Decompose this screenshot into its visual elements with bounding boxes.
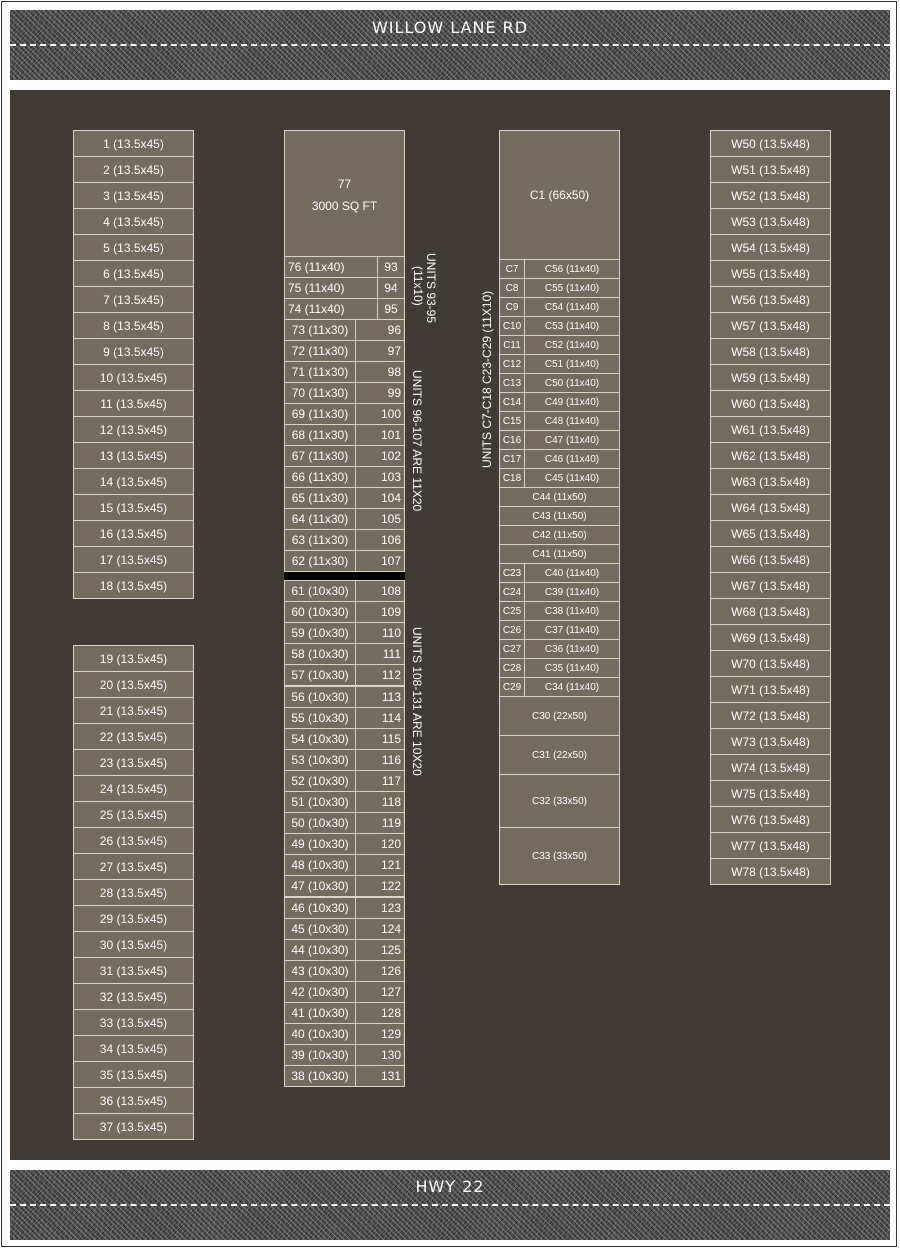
unit-cell[interactable]: 65 (11x30) — [284, 487, 356, 509]
unit-cell[interactable]: 100 — [355, 403, 405, 425]
unit-cell[interactable]: 97 — [355, 340, 405, 362]
unit-cell[interactable]: C41 (11x50) — [499, 544, 620, 564]
unit-cell[interactable]: W53 (13.5x48) — [710, 208, 831, 235]
note-units-108-131: UNITS 108-131 ARE 10X20 — [410, 627, 424, 776]
unit-cell[interactable]: 9 (13.5x45) — [73, 338, 194, 365]
unit-cell[interactable]: C43 (11x50) — [499, 506, 620, 526]
unit-cell[interactable]: 40 (10x30) — [284, 1023, 356, 1045]
unit-cell[interactable]: 110 — [355, 622, 405, 644]
unit-cell[interactable]: C45 (11x40) — [524, 468, 620, 488]
unit-cell[interactable]: 27 (13.5x45) — [73, 853, 194, 880]
unit-cell[interactable]: 50 (10x30) — [284, 812, 356, 834]
unit-cell[interactable]: 62 (11x30) — [284, 550, 356, 572]
unit-cell[interactable]: 129 — [355, 1023, 405, 1045]
road-center-line — [10, 1204, 890, 1206]
unit-cell[interactable]: C27 — [499, 639, 525, 659]
unit-cell[interactable]: 39 (10x30) — [284, 1044, 356, 1066]
unit-cell[interactable]: 13 (13.5x45) — [73, 442, 194, 469]
note-units-93-95-size: (11x10) — [411, 266, 425, 306]
unit-cell[interactable]: C10 — [499, 316, 525, 336]
unit-cell[interactable]: 29 (13.5x45) — [73, 905, 194, 932]
unit-cell[interactable]: C31 (22x50) — [499, 735, 620, 775]
unit-cell[interactable]: W69 (13.5x48) — [710, 624, 831, 651]
unit-cell[interactable]: W77 (13.5x48) — [710, 832, 831, 859]
unit-cell[interactable]: 118 — [355, 791, 405, 813]
unit-cell[interactable]: 35 (13.5x45) — [73, 1061, 194, 1088]
unit-cell[interactable]: C32 (33x50) — [499, 774, 620, 828]
unit-cell[interactable]: C50 (11x40) — [524, 373, 620, 393]
unit-cell[interactable]: W65 (13.5x48) — [710, 520, 831, 547]
unit-cell[interactable]: 44 (10x30) — [284, 939, 356, 961]
unit-77[interactable] — [284, 130, 405, 260]
unit-cell[interactable]: W74 (13.5x48) — [710, 754, 831, 781]
unit-cell[interactable]: 6 (13.5x45) — [73, 260, 194, 287]
unit-cell[interactable]: 58 (10x30) — [284, 643, 356, 665]
unit-cell[interactable]: 14 (13.5x45) — [73, 468, 194, 495]
unit-cell[interactable]: 41 (10x30) — [284, 1002, 356, 1024]
unit-cell[interactable]: 20 (13.5x45) — [73, 671, 194, 698]
unit-cell[interactable]: C25 — [499, 601, 525, 621]
unit-cell[interactable]: 124 — [355, 918, 405, 940]
unit-cell[interactable]: 73 (11x30) — [284, 319, 356, 341]
unit-cell[interactable]: 67 (11x30) — [284, 445, 356, 467]
unit-cell[interactable]: W62 (13.5x48) — [710, 442, 831, 469]
unit-cell[interactable]: 38 (10x30) — [284, 1065, 356, 1087]
unit-cell[interactable]: C11 — [499, 335, 525, 355]
unit-cell[interactable]: W68 (13.5x48) — [710, 598, 831, 625]
unit-cell[interactable]: W70 (13.5x48) — [710, 650, 831, 677]
unit-cell[interactable]: C18 — [499, 468, 525, 488]
unit-cell[interactable]: 98 — [355, 361, 405, 383]
unit-cell[interactable]: C42 (11x50) — [499, 525, 620, 545]
unit-cell[interactable]: 5 (13.5x45) — [73, 234, 194, 261]
divider-wall — [284, 572, 405, 580]
unit-cell[interactable]: 125 — [355, 939, 405, 961]
unit-cell[interactable]: C24 — [499, 582, 525, 602]
unit-cell[interactable]: 130 — [355, 1044, 405, 1066]
unit-cell[interactable]: C16 — [499, 430, 525, 450]
unit-cell[interactable]: 2 (13.5x45) — [73, 156, 194, 183]
unit-cell[interactable]: W55 (13.5x48) — [710, 260, 831, 287]
unit-77-area: 3000 SQ FT — [311, 199, 378, 213]
note-units-96-107: UNITS 96-107 ARE 11X20 — [410, 370, 424, 512]
unit-cell[interactable]: 10 (13.5x45) — [73, 364, 194, 391]
unit-cell[interactable]: 23 (13.5x45) — [73, 749, 194, 776]
note-units-93-95: UNITS 93-95 — [424, 253, 438, 324]
unit-cell[interactable]: W66 (13.5x48) — [710, 546, 831, 573]
unit-cell[interactable]: 104 — [355, 487, 405, 509]
unit-cell[interactable]: 116 — [355, 749, 405, 771]
unit-cell[interactable]: W73 (13.5x48) — [710, 728, 831, 755]
unit-cell[interactable]: 127 — [355, 981, 405, 1003]
unit-cell[interactable]: C49 (11x40) — [524, 392, 620, 412]
unit-cell[interactable]: C55 (11x40) — [524, 278, 620, 298]
unit-cell[interactable]: 32 (13.5x45) — [73, 983, 194, 1010]
unit-cell[interactable]: W64 (13.5x48) — [710, 494, 831, 521]
unit-cell[interactable]: C46 (11x40) — [524, 449, 620, 469]
unit-cell[interactable]: C29 — [499, 677, 525, 697]
unit-cell[interactable]: 68 (11x30) — [284, 424, 356, 446]
unit-cell[interactable]: 1 (13.5x45) — [73, 130, 194, 157]
unit-cell[interactable]: 28 (13.5x45) — [73, 879, 194, 906]
unit-cell[interactable]: W63 (13.5x48) — [710, 468, 831, 495]
unit-cell[interactable]: 105 — [355, 508, 405, 530]
unit-cell[interactable]: 55 (10x30) — [284, 707, 356, 729]
unit-cell[interactable]: 74 (11x40) — [284, 298, 378, 320]
unit-cell[interactable]: C34 (11x40) — [524, 677, 620, 697]
unit-cell[interactable]: 42 (10x30) — [284, 981, 356, 1003]
unit-cell[interactable]: W75 (13.5x48) — [710, 780, 831, 807]
unit-cell[interactable]: C14 — [499, 392, 525, 412]
unit-cell[interactable]: 21 (13.5x45) — [73, 697, 194, 724]
unit-cell[interactable]: 61 (10x30) — [284, 580, 356, 602]
unit-cell[interactable]: 66 (11x30) — [284, 466, 356, 488]
unit-cell[interactable]: W67 (13.5x48) — [710, 572, 831, 599]
unit-cell[interactable]: 49 (10x30) — [284, 833, 356, 855]
unit-cell[interactable]: W72 (13.5x48) — [710, 702, 831, 729]
unit-cell[interactable]: 63 (11x30) — [284, 529, 356, 551]
unit-cell[interactable]: 15 (13.5x45) — [73, 494, 194, 521]
unit-cell[interactable]: 114 — [355, 707, 405, 729]
unit-cell[interactable]: 95 — [377, 298, 405, 320]
unit-cell[interactable]: C36 (11x40) — [524, 639, 620, 659]
unit-cell[interactable]: 93 — [377, 256, 405, 278]
note-units-c-small: UNITS C7-C18 C23-C29 (11X10) — [480, 290, 494, 468]
unit-cell[interactable]: 4 (13.5x45) — [73, 208, 194, 235]
unit-cell[interactable]: 101 — [355, 424, 405, 446]
unit-cell[interactable]: W58 (13.5x48) — [710, 338, 831, 365]
unit-cell[interactable]: C28 — [499, 658, 525, 678]
unit-cell[interactable]: W60 (13.5x48) — [710, 390, 831, 417]
unit-cell[interactable]: C48 (11x40) — [524, 411, 620, 431]
unit-cell[interactable]: 47 (10x30) — [284, 875, 356, 897]
unit-cell[interactable]: 108 — [355, 580, 405, 602]
unit-cell[interactable]: 71 (11x30) — [284, 361, 356, 383]
unit-cell[interactable]: C53 (11x40) — [524, 316, 620, 336]
unit-cell[interactable]: C15 — [499, 411, 525, 431]
unit-cell[interactable]: 25 (13.5x45) — [73, 801, 194, 828]
unit-cell[interactable]: 8 (13.5x45) — [73, 312, 194, 339]
unit-cell[interactable]: 26 (13.5x45) — [73, 827, 194, 854]
road-center-line — [10, 44, 890, 46]
unit-cell[interactable]: 48 (10x30) — [284, 854, 356, 876]
unit-cell[interactable]: C47 (11x40) — [524, 430, 620, 450]
unit-cell[interactable]: C40 (11x40) — [524, 563, 620, 583]
unit-cell[interactable]: 69 (11x30) — [284, 403, 356, 425]
unit-cell[interactable]: 60 (10x30) — [284, 601, 356, 623]
unit-cell[interactable]: 34 (13.5x45) — [73, 1035, 194, 1062]
unit-cell[interactable]: 57 (10x30) — [284, 664, 356, 686]
unit-cell[interactable]: W59 (13.5x48) — [710, 364, 831, 391]
unit-cell[interactable]: 75 (11x40) — [284, 277, 378, 299]
unit-cell[interactable]: 107 — [355, 550, 405, 572]
unit-cell[interactable]: C12 — [499, 354, 525, 374]
unit-cell[interactable]: 94 — [377, 277, 405, 299]
unit-cell[interactable]: W61 (13.5x48) — [710, 416, 831, 443]
unit-cell[interactable]: 109 — [355, 601, 405, 623]
unit-cell[interactable]: 123 — [355, 897, 405, 919]
unit-cell[interactable]: 12 (13.5x45) — [73, 416, 194, 443]
unit-cell[interactable]: C8 — [499, 278, 525, 298]
unit-cell[interactable]: W56 (13.5x48) — [710, 286, 831, 313]
unit-cell[interactable]: W54 (13.5x48) — [710, 234, 831, 261]
unit-cell[interactable]: C9 — [499, 297, 525, 317]
unit-cell[interactable]: 122 — [355, 875, 405, 897]
unit-cell[interactable]: C30 (22x50) — [499, 696, 620, 736]
unit-cell[interactable]: 59 (10x30) — [284, 622, 356, 644]
unit-cell[interactable]: W52 (13.5x48) — [710, 182, 831, 209]
unit-cell[interactable]: C38 (11x40) — [524, 601, 620, 621]
unit-cell[interactable]: C17 — [499, 449, 525, 469]
unit-cell[interactable]: 70 (11x30) — [284, 382, 356, 404]
unit-cell[interactable]: C33 (33x50) — [499, 827, 620, 885]
unit-cell[interactable]: C26 — [499, 620, 525, 640]
unit-cell[interactable]: 31 (13.5x45) — [73, 957, 194, 984]
unit-cell[interactable]: 99 — [355, 382, 405, 404]
unit-cell[interactable]: 45 (10x30) — [284, 918, 356, 940]
unit-cell[interactable]: 96 — [355, 319, 405, 341]
unit-cell[interactable]: 64 (11x30) — [284, 508, 356, 530]
unit-cell[interactable]: C13 — [499, 373, 525, 393]
unit-cell[interactable]: 119 — [355, 812, 405, 834]
unit-cell[interactable]: 11 (13.5x45) — [73, 390, 194, 417]
unit-cell[interactable]: 111 — [355, 643, 405, 665]
unit-cell[interactable]: 36 (13.5x45) — [73, 1087, 194, 1114]
unit-cell[interactable]: C37 (11x40) — [524, 620, 620, 640]
unit-cell[interactable]: W76 (13.5x48) — [710, 806, 831, 833]
unit-cell[interactable]: 121 — [355, 854, 405, 876]
unit-cell[interactable]: C39 (11x40) — [524, 582, 620, 602]
unit-cell[interactable]: 52 (10x30) — [284, 770, 356, 792]
unit-cell[interactable]: 113 — [355, 686, 405, 708]
unit-cell[interactable]: 103 — [355, 466, 405, 488]
unit-cell[interactable]: 54 (10x30) — [284, 728, 356, 750]
unit-cell[interactable]: C44 (11x50) — [499, 487, 620, 507]
road-hwy-22 — [10, 1170, 890, 1240]
unit-cell[interactable]: 19 (13.5x45) — [73, 645, 194, 672]
unit-77-number: 77 — [337, 177, 352, 191]
road-willow-lane — [10, 10, 890, 80]
unit-cell[interactable]: 17 (13.5x45) — [73, 546, 194, 573]
unit-cell[interactable]: 3 (13.5x45) — [73, 182, 194, 209]
road-name-top: WILLOW LANE RD — [371, 18, 529, 37]
unit-cell[interactable]: 53 (10x30) — [284, 749, 356, 771]
unit-cell[interactable]: 22 (13.5x45) — [73, 723, 194, 750]
unit-cell[interactable]: 18 (13.5x45) — [73, 572, 194, 599]
unit-cell[interactable]: 16 (13.5x45) — [73, 520, 194, 547]
unit-cell[interactable]: W71 (13.5x48) — [710, 676, 831, 703]
unit-cell[interactable]: 112 — [355, 664, 405, 686]
unit-cell[interactable]: C52 (11x40) — [524, 335, 620, 355]
unit-cell[interactable]: 72 (11x30) — [284, 340, 356, 362]
unit-cell[interactable]: 56 (10x30) — [284, 686, 356, 708]
unit-cell[interactable]: 7 (13.5x45) — [73, 286, 194, 313]
unit-cell[interactable]: 76 (11x40) — [284, 256, 378, 278]
unit-cell[interactable]: C7 — [499, 259, 525, 279]
unit-cell[interactable]: 128 — [355, 1002, 405, 1024]
unit-cell[interactable]: 30 (13.5x45) — [73, 931, 194, 958]
unit-cell[interactable]: W50 (13.5x48) — [710, 130, 831, 157]
unit-cell[interactable]: 51 (10x30) — [284, 791, 356, 813]
unit-cell[interactable]: 131 — [355, 1065, 405, 1087]
unit-cell[interactable]: 117 — [355, 770, 405, 792]
unit-cell[interactable]: 115 — [355, 728, 405, 750]
unit-cell[interactable]: C51 (11x40) — [524, 354, 620, 374]
unit-cell[interactable]: 24 (13.5x45) — [73, 775, 194, 802]
unit-cell[interactable]: 120 — [355, 833, 405, 855]
unit-cell[interactable]: C56 (11x40) — [524, 259, 620, 279]
unit-cell[interactable]: 33 (13.5x45) — [73, 1009, 194, 1036]
unit-cell[interactable]: 46 (10x30) — [284, 897, 356, 919]
unit-cell[interactable]: 43 (10x30) — [284, 960, 356, 982]
unit-cell[interactable]: 126 — [355, 960, 405, 982]
unit-cell[interactable]: C23 — [499, 563, 525, 583]
unit-cell[interactable]: W57 (13.5x48) — [710, 312, 831, 339]
unit-cell[interactable]: W78 (13.5x48) — [710, 858, 831, 885]
unit-cell[interactable]: 102 — [355, 445, 405, 467]
unit-cell[interactable]: 37 (13.5x45) — [73, 1113, 194, 1140]
unit-cell[interactable]: C35 (11x40) — [524, 658, 620, 678]
unit-cell[interactable]: W51 (13.5x48) — [710, 156, 831, 183]
unit-cell[interactable]: 106 — [355, 529, 405, 551]
unit-c1[interactable]: C1 (66x50) — [499, 130, 620, 260]
unit-cell[interactable]: C54 (11x40) — [524, 297, 620, 317]
road-name-bottom: HWY 22 — [415, 1177, 485, 1196]
